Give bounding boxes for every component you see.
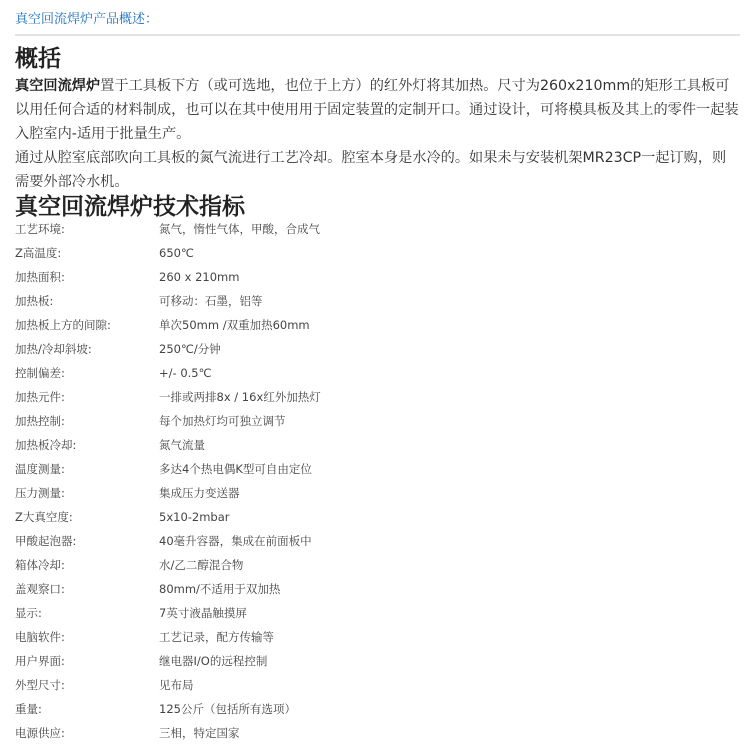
spec-row [15,673,735,697]
spec-label: 加热面积: [15,270,65,284]
spec-value: 三相，特定国家 [159,726,240,740]
spec-row [15,577,735,601]
spec-label: 盖观察口: [15,582,65,596]
spec-row [15,265,735,289]
spec-value: 氮气流量 [159,438,205,452]
spec-row [15,529,735,553]
spec-label: 加热板冷却: [15,438,77,452]
spec-row [15,433,735,457]
spec-label: 箱体冷却: [15,558,65,572]
spec-label: 加热板上方的间隙: [15,318,111,332]
spec-label: 温度测量: [15,462,65,476]
spec-value: 每个加热灯均可独立调节 [159,414,286,428]
spec-label: 甲酸起泡器: [15,534,77,548]
spec-label: 显示: [15,606,42,620]
product-overview-link[interactable]: 真空回流焊炉产品概述： [15,12,159,27]
divider [15,34,740,36]
spec-value: 集成压力变送器 [159,486,240,500]
spec-label: 控制偏差: [15,366,65,380]
spec-value: 80mm/不适用于双加热 [159,582,281,596]
spec-row [15,361,735,385]
spec-value: +/- 0.5℃ [159,366,212,380]
spec-row [15,385,735,409]
spec-value: 一排或两排8x / 16x红外加热灯 [159,390,321,404]
spec-row [15,601,735,625]
spec-label: 加热板: [15,294,54,308]
spec-value: 水/乙二醇混合物 [159,558,244,572]
spec-label: 加热/冷却斜坡: [15,342,92,356]
spec-value: 单次50mm /双重加热60mm [159,318,310,332]
spec-value: 250℃/分钟 [159,342,221,356]
overview-text [15,74,740,194]
spec-value: 工艺记录，配方传输等 [159,630,274,644]
spec-row [15,217,735,241]
product-name: 真空回流焊炉 [15,78,101,94]
spec-value: 650℃ [159,246,194,260]
spec-value: 见布局 [159,678,194,692]
overview-paragraph-1 [15,74,740,146]
spec-table [15,217,735,745]
spec-label: 电源供应: [15,726,65,740]
spec-value: 7英寸液晶触摸屏 [159,606,247,620]
spec-value: 氮气，惰性气体，甲酸，合成气 [159,222,320,236]
spec-row [15,553,735,577]
spec-value: 多达4个热电偶K型可自由定位 [159,462,312,476]
spec-value: 40毫升容器，集成在前面板中 [159,534,312,548]
spec-row [15,625,735,649]
spec-value: 可移动：石墨，铝等 [159,294,263,308]
spec-label: 压力测量: [15,486,65,500]
spec-label: Z高温度: [15,246,62,260]
spec-row [15,337,735,361]
spec-value: 5x10-2mbar [159,510,230,524]
spec-label: 电脑软件: [15,630,65,644]
spec-value: 125公斤（包括所有选项） [159,702,296,716]
specs-heading: 真空回流焊炉技术指标 [15,194,245,220]
spec-row [15,241,735,265]
spec-row [15,313,735,337]
spec-label: 用户界面: [15,654,65,668]
spec-row [15,481,735,505]
spec-row [15,289,735,313]
spec-label: 加热控制: [15,414,65,428]
spec-label: 外型尺寸: [15,678,65,692]
spec-row [15,697,735,721]
spec-row [15,457,735,481]
spec-value: 260 x 210mm [159,270,240,284]
spec-label: 加热元件: [15,390,65,404]
overview-paragraph-1-text: 置于工具板下方（或可选地，也位于上方）的红外灯将其加热。尺寸为260x210mm的矩形工具板可以用任何合适的材料制成，也可以在其中使用用于固定装置的定制开口。通过设计，可将模具板及其上的零件一起装入腔室内-适用于批量生产。 [15,78,739,142]
spec-row [15,649,735,673]
spec-label: 工艺环境: [15,222,65,236]
spec-label: 重量: [15,702,42,716]
overview-heading: 概括 [15,46,61,72]
spec-label: Z大真空度: [15,510,73,524]
spec-row [15,505,735,529]
spec-value: 继电器I/O的远程控制 [159,654,268,668]
spec-row [15,721,735,745]
overview-paragraph-2: 通过从腔室底部吹向工具板的氮气流进行工艺冷却。腔室本身是水冷的。如果未与安装机架MR23CP一起订购，则需要外部冷水机。 [15,150,727,190]
spec-row [15,409,735,433]
